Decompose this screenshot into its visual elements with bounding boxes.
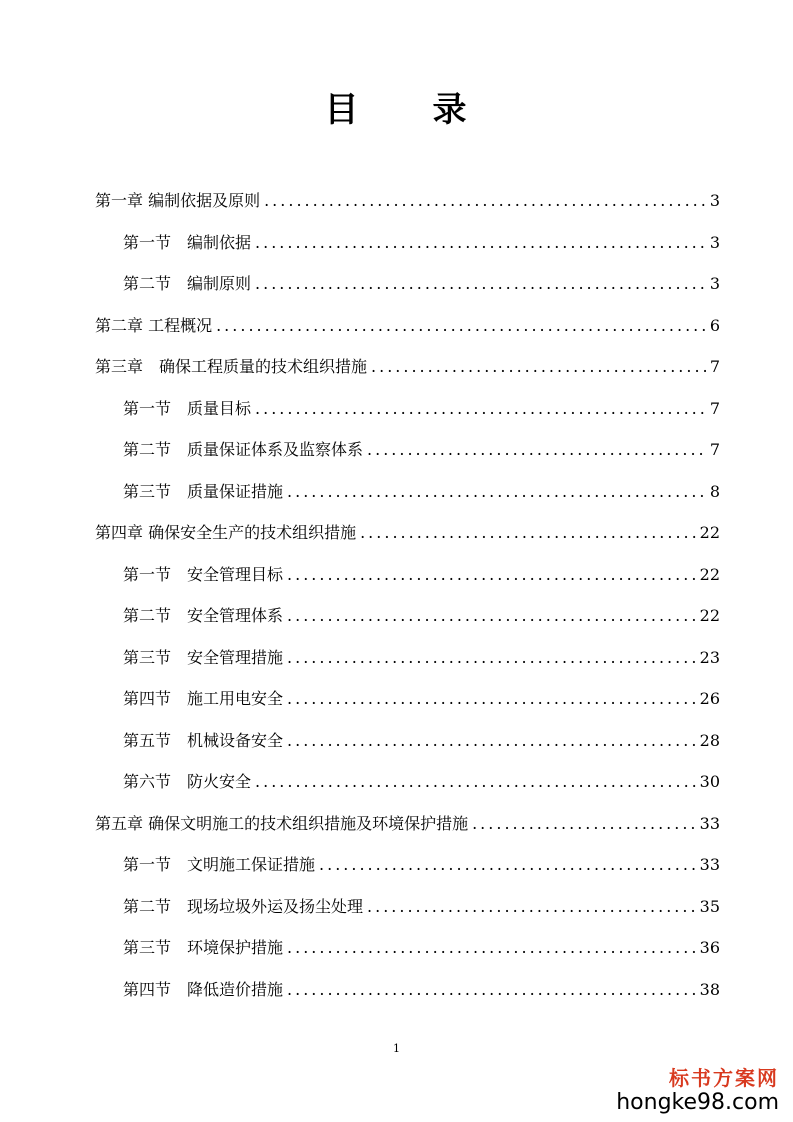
toc-entry-section[interactable] [95, 637, 720, 679]
toc-dot-leader [287, 637, 696, 679]
toc-entry-page-number: 7 [709, 398, 720, 418]
toc-dot-leader [287, 969, 696, 1011]
toc-entry-page-number: 30 [699, 772, 720, 791]
toc-dot-leader [216, 305, 706, 347]
toc-entry-page-number: 3 [709, 232, 720, 252]
toc-entry-page-number: 3 [709, 191, 720, 210]
toc-entry-label: 第六节 防火安全 [123, 772, 252, 791]
toc-entry-section[interactable] [95, 388, 720, 430]
toc-entry-page-number: 23 [699, 647, 720, 667]
watermark-text-cn: 标书方案网 [669, 1066, 779, 1090]
toc-entry-page-number: 36 [699, 938, 720, 957]
toc-entry-page-number: 33 [699, 855, 720, 874]
toc-entry-label: 第五节 机械设备安全 [123, 730, 284, 750]
toc-entry-label: 第一节 编制依据 [123, 232, 252, 252]
toc-dot-leader [367, 886, 696, 928]
toc-dot-leader [371, 346, 706, 388]
toc-entry-label: 第三章 确保工程质量的技术组织措施 [95, 357, 368, 376]
toc-entry-section[interactable] [95, 720, 720, 762]
toc-entry-page-number: 6 [709, 315, 720, 335]
toc-dot-leader [255, 222, 706, 264]
toc-entry-section[interactable] [95, 554, 720, 596]
toc-entry-page-number: 38 [699, 979, 720, 999]
toc-dot-leader [255, 388, 706, 430]
toc-entry-label: 第四节 施工用电安全 [123, 689, 284, 708]
toc-entry-page-number: 7 [709, 357, 720, 376]
document-title: 目 录 [324, 90, 469, 130]
toc-dot-leader [264, 180, 706, 222]
watermark-text-en: hongke98.com [616, 1090, 779, 1115]
toc-entry-chapter[interactable] [95, 180, 720, 222]
toc-entry-section[interactable] [95, 844, 720, 886]
toc-dot-leader [287, 927, 696, 969]
toc-entry-label: 第一节 文明施工保证措施 [123, 855, 316, 874]
toc-entry-label: 第四章 确保安全生产的技术组织措施 [95, 523, 357, 542]
watermark [616, 1066, 779, 1116]
toc-entry-page-number: 8 [709, 481, 720, 501]
toc-entry-page-number: 33 [699, 813, 720, 833]
toc-dot-leader [287, 471, 706, 513]
toc-entry-label: 第二节 现场垃圾外运及扬尘处理 [123, 896, 364, 916]
toc-entry-page-number: 26 [699, 689, 720, 708]
toc-entry-chapter[interactable] [95, 803, 720, 845]
toc-dot-leader [255, 761, 696, 803]
toc-entry-section[interactable] [95, 927, 720, 969]
toc-entry-section[interactable] [95, 761, 720, 803]
toc-entry-section[interactable] [95, 429, 720, 471]
toc-entry-chapter[interactable] [95, 305, 720, 347]
toc-entry-page-number: 7 [709, 440, 720, 459]
toc-dot-leader [255, 263, 706, 305]
toc-entry-label: 第五章 确保文明施工的技术组织措施及环境保护措施 [95, 813, 469, 833]
page-number: 1 [393, 1042, 400, 1055]
toc-entry-page-number: 28 [699, 730, 720, 750]
toc-entry-chapter[interactable] [95, 512, 720, 554]
toc-dot-leader [287, 678, 696, 720]
toc-dot-leader [319, 844, 696, 886]
toc-entry-section[interactable] [95, 886, 720, 928]
toc-entry-label: 第二节 编制原则 [123, 274, 252, 293]
toc-entry-section[interactable] [95, 222, 720, 264]
toc-entry-section[interactable] [95, 678, 720, 720]
toc-entry-page-number: 22 [699, 564, 720, 584]
toc-entry-label: 第二节 安全管理体系 [123, 606, 284, 625]
toc-dot-leader [287, 720, 696, 762]
toc-entry-label: 第二节 质量保证体系及监察体系 [123, 440, 364, 459]
toc-entry-page-number: 3 [709, 274, 720, 293]
toc-entry-section[interactable] [95, 471, 720, 513]
table-of-contents [95, 180, 720, 1010]
toc-dot-leader [360, 512, 696, 554]
toc-dot-leader [472, 803, 696, 845]
toc-entry-label: 第三节 安全管理措施 [123, 647, 284, 667]
toc-dot-leader [367, 429, 706, 471]
toc-entry-section[interactable] [95, 969, 720, 1011]
toc-entry-label: 第三节 环境保护措施 [123, 938, 284, 957]
toc-entry-label: 第三节 质量保证措施 [123, 481, 284, 501]
toc-entry-label: 第一章 编制依据及原则 [95, 191, 261, 210]
toc-entry-chapter[interactable] [95, 346, 720, 388]
toc-entry-page-number: 22 [699, 606, 720, 625]
toc-dot-leader [287, 595, 696, 637]
toc-entry-page-number: 22 [699, 523, 720, 542]
toc-dot-leader [287, 554, 696, 596]
toc-entry-label: 第一节 安全管理目标 [123, 564, 284, 584]
toc-entry-section[interactable] [95, 263, 720, 305]
toc-entry-page-number: 35 [699, 896, 720, 916]
toc-entry-section[interactable] [95, 595, 720, 637]
toc-entry-label: 第二章 工程概况 [95, 315, 213, 335]
toc-entry-label: 第四节 降低造价措施 [123, 979, 284, 999]
toc-entry-label: 第一节 质量目标 [123, 398, 252, 418]
